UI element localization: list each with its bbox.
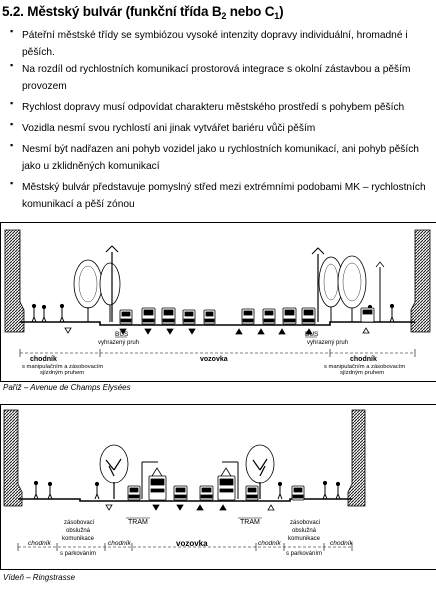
bullet-icon: ▪	[10, 119, 14, 129]
vehicle-icon	[183, 310, 195, 324]
bullet-item: ▪ Nesmí být nadřazen ani pohyb vozidel jako u rychlostních komunikací, ani pohyb pěších jako u zklidněných komunikací	[0, 141, 436, 179]
lamp-post-icon	[376, 262, 384, 322]
bullet-item: ▪ Vozidla nesmí svou rychlostí ani jinak vytvářet bariéru vůči pěším	[0, 120, 436, 141]
service-road-right-line1: zásobovací	[290, 520, 321, 526]
note-right-line1: s manipulačním a zásobovacím	[324, 364, 406, 370]
note-left-line2: sjízdným pruhem	[40, 370, 85, 376]
bus-lane-label-left: BUS	[115, 331, 129, 338]
direction-arrow-icon	[153, 505, 159, 510]
pedestrian-icon	[34, 481, 38, 499]
note-right-line2: sjízdným pruhem	[340, 370, 385, 376]
pedestrian-icon	[278, 482, 282, 499]
building-left	[5, 230, 24, 332]
vehicle-icon	[242, 309, 254, 324]
note-left-line1: s manipulačním a zásobovacím	[22, 364, 104, 370]
bullet-icon: ▪	[10, 98, 14, 108]
pedestrian-icon	[48, 482, 52, 499]
sidewalk-label-3: chodník	[258, 540, 281, 547]
section-heading: 5.2. Městský bulvár (funkční třída $B_2$ nebo $C_1$)	[2, 4, 284, 21]
pedestrian-icon	[336, 482, 340, 499]
vehicle-icon	[174, 486, 187, 500]
tram-icon	[149, 468, 166, 500]
bullet-list	[0, 27, 436, 213]
vehicle-icon	[200, 486, 213, 500]
road-surface	[20, 322, 415, 325]
direction-arrow-icon	[106, 505, 112, 510]
bullet-icon: ▪	[10, 140, 14, 150]
tram-lane-label-right: TRAM	[240, 519, 260, 526]
reserved-lane-label-right: vyhrazený pruh	[307, 340, 349, 346]
roadway-label: vozovka	[176, 539, 208, 548]
tram-lane-label-left: TRAM	[128, 519, 148, 526]
vehicle-icon	[128, 486, 140, 500]
roadway-label: vozovka	[200, 356, 228, 363]
vehicle-icon	[246, 486, 258, 500]
bullet-item: ▪ Rychlost dopravy musí odpovídat charakteru městského prostředí s pohybem pěších	[0, 99, 436, 120]
reserved-lane-label-left: vyhrazený pruh	[98, 340, 140, 346]
direction-arrow-icon	[363, 328, 369, 333]
direction-arrow-icon	[65, 328, 71, 333]
service-road-right-line3: komunikace	[288, 536, 321, 542]
sidewalk-label-left: chodník	[30, 356, 57, 363]
bus-lane-label-right: BUS	[305, 331, 319, 338]
direction-arrow-icon	[197, 505, 203, 510]
sidewalk-label-right: chodník	[350, 356, 377, 363]
direction-arrow-icon	[145, 329, 151, 334]
vehicle-icon	[120, 310, 132, 324]
service-road-right-line2: obslužná	[292, 528, 317, 534]
bullet-icon: ▪	[10, 178, 14, 188]
bullet-item: ▪ Páteřní městské třídy se symbiózou vysoké intenzity dopravy individuální, hromadné i pěších.	[0, 27, 436, 61]
direction-arrow-icon	[258, 329, 264, 334]
vehicle-icon	[302, 308, 315, 324]
vehicle-icon	[142, 308, 155, 324]
direction-arrow-icon	[220, 505, 226, 510]
building-right	[411, 230, 430, 332]
direction-arrow-icon	[177, 505, 183, 510]
bullet-icon: ▪	[10, 26, 14, 36]
figure-caption-vienna: Vídeň – Ringstrasse	[3, 573, 76, 582]
pedestrian-icon	[323, 481, 327, 499]
tree-icon	[100, 263, 120, 322]
pedestrian-icon	[95, 482, 99, 499]
sidewalk-label-1: chodník	[28, 540, 51, 547]
vehicle-icon	[283, 308, 296, 324]
vehicle-icon	[263, 309, 275, 324]
bullet-item: ▪ Na rozdíl od rychlostních komunikací prostorová integrace s okolní zástavbou a pěším provozem	[0, 61, 436, 99]
tram-icon	[218, 468, 235, 500]
vehicle-icon	[162, 308, 175, 324]
pedestrian-icon	[390, 304, 394, 322]
vehicle-icon	[361, 308, 374, 322]
service-road-left-line2: obslužná	[66, 528, 91, 534]
service-road-left-line3: komunikace	[62, 536, 95, 542]
sidewalk-label-2: chodník	[108, 540, 131, 547]
pedestrian-icon	[32, 304, 36, 322]
direction-arrow-icon	[268, 505, 274, 510]
building-right	[348, 410, 365, 506]
direction-arrow-icon	[236, 329, 242, 334]
tree-icon	[100, 445, 128, 499]
bullet-item: ▪ Městský bulvár představuje pomyslný střed mezi extrémními podobami MK – rychlostních komunikací a pěší zónou	[0, 179, 436, 213]
direction-arrow-icon	[167, 329, 173, 334]
bullet-icon: ▪	[10, 60, 14, 70]
direction-arrow-icon	[189, 329, 195, 334]
vehicle-icon	[204, 310, 215, 324]
figure-caption-paris: Paříž – Avenue de Champs Elysées	[3, 383, 131, 392]
direction-arrow-icon	[279, 329, 285, 334]
building-left	[4, 410, 22, 506]
service-road-left-line4: s parkováním	[60, 551, 97, 557]
vehicle-icon	[292, 486, 304, 500]
service-road-left-line1: zásobovací	[64, 520, 95, 526]
figure-paris-cross-section	[0, 222, 436, 382]
service-road-right-line4: s parkováním	[286, 551, 323, 557]
figure-vienna-cross-section	[0, 404, 436, 570]
pedestrian-icon	[60, 304, 64, 322]
pedestrian-icon	[42, 305, 46, 322]
tree-icon	[74, 260, 102, 322]
sidewalk-label-4: chodník	[330, 540, 353, 547]
